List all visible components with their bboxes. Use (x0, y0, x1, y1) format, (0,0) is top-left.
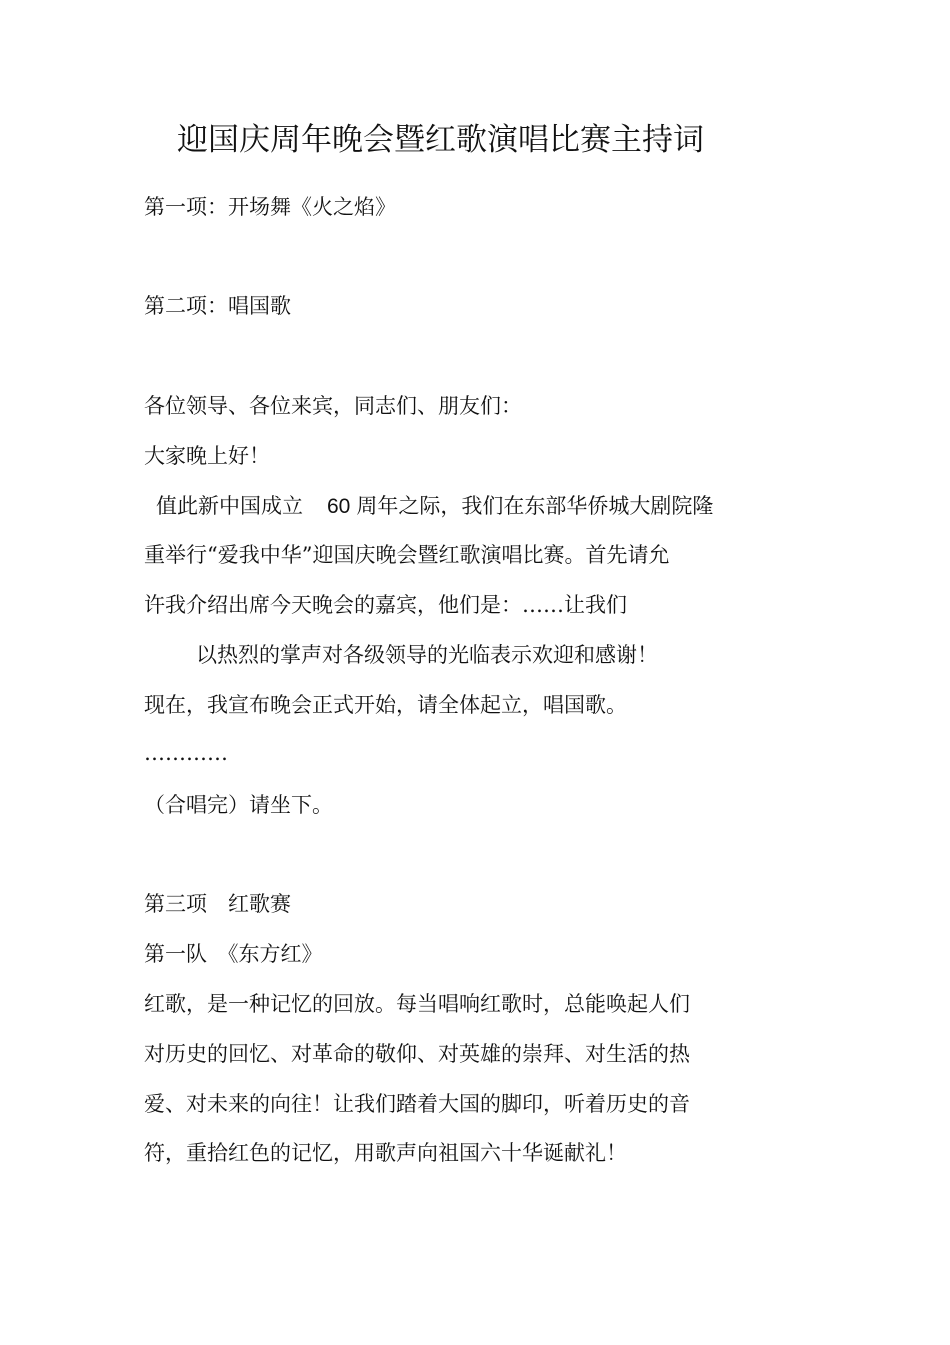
greeting-line: 各位领导、各位来宾，同志们、朋友们： (144, 394, 522, 418)
ellipsis-line: ………… (144, 741, 228, 765)
good-evening-line: 大家晚上好！ (144, 444, 270, 468)
red-song-paragraph-line-3: 爱、对未来的向往！让我们踏着大国的脚印，听着历史的音 (144, 1092, 690, 1116)
intro-line-1 (156, 491, 713, 522)
intro-line-1-part-a: 值此新中国成立 (156, 494, 303, 518)
team-1-heading: 第一队 《东方红》 (144, 942, 323, 966)
red-song-paragraph-line-1: 红歌，是一种记忆的回放。每当唱响红歌时，总能唤起人们 (144, 992, 690, 1016)
intro-line-1-number: 60 (327, 495, 351, 518)
intro-line-1-part-b: 周年之际，我们在东部华侨城大剧院隆 (356, 494, 714, 518)
document-title: 迎国庆周年晚会暨红歌演唱比赛主持词 (177, 122, 704, 158)
item-3-red-song-contest: 第三项 红歌赛 (144, 892, 291, 916)
intro-line-4: 以热烈的掌声对各级领导的光临表示欢迎和感谢！ (196, 643, 658, 667)
announcement-line: 现在，我宣布晚会正式开始，请全体起立，唱国歌。 (144, 693, 627, 717)
item-2-national-anthem: 第二项：唱国歌 (144, 294, 291, 318)
intro-line-3: 许我介绍出席今天晚会的嘉宾，他们是：……让我们 (144, 593, 627, 617)
item-1-opening-dance: 第一项：开场舞《火之焰》 (144, 195, 396, 219)
red-song-paragraph-line-2: 对历史的回忆、对革命的敬仰、对英雄的崇拜、对生活的热 (144, 1042, 690, 1066)
intro-line-2: 重举行“爱我中华”迎国庆晚会暨红歌演唱比赛。首先请允 (144, 543, 670, 567)
after-chorus-line: （合唱完）请坐下。 (144, 793, 333, 817)
red-song-paragraph-line-4: 符，重拾红色的记忆，用歌声向祖国六十华诞献礼！ (144, 1141, 627, 1165)
